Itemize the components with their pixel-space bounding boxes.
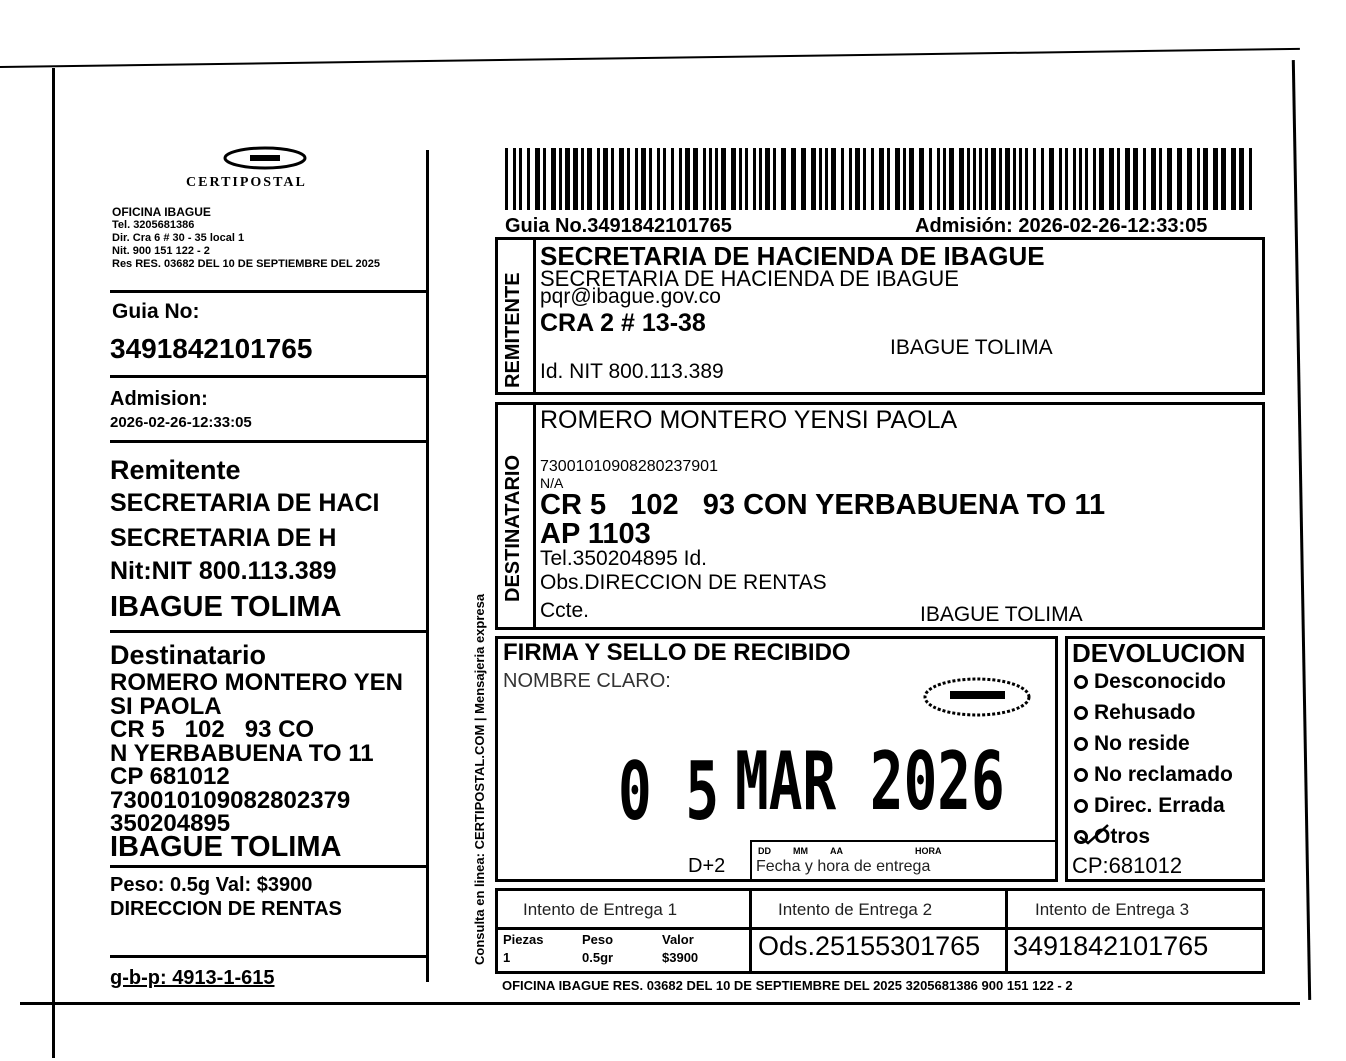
barcode-bar bbox=[825, 148, 828, 210]
stub-destinatario-line-8: IBAGUE TOLIMA bbox=[110, 830, 342, 863]
remitente-address: CRA 2 # 13-38 bbox=[540, 309, 706, 337]
destinatario-obs: Obs.DIRECCION DE RENTAS bbox=[540, 571, 827, 594]
devolucion-option-otros[interactable] bbox=[1074, 821, 1233, 852]
barcode-bar bbox=[721, 148, 726, 210]
barcode-bar bbox=[1109, 148, 1114, 210]
barcode-bar bbox=[773, 148, 776, 210]
barcode-bar bbox=[505, 148, 508, 210]
header-admision: Admisión: 2026-02-26-12:33:05 bbox=[915, 215, 1208, 237]
devolucion-option-label: Rehusado bbox=[1094, 700, 1196, 724]
stub-right-divider bbox=[426, 150, 429, 982]
destinatario-code: 73001010908280237901 bbox=[540, 458, 718, 475]
devolucion-option-label: Direc. Errada bbox=[1094, 793, 1225, 817]
barcode-bar bbox=[819, 148, 822, 210]
barcode-bar bbox=[649, 148, 652, 210]
attempts-col-2 bbox=[1005, 888, 1008, 974]
barcode-bar bbox=[1249, 148, 1252, 210]
receipt-d-plus: D+2 bbox=[688, 855, 726, 877]
barcode-bar bbox=[543, 148, 546, 210]
stub-remitente-line-3: Nit:NIT 800.113.389 bbox=[110, 557, 337, 585]
barcode-bar bbox=[999, 148, 1002, 210]
radio-icon bbox=[1074, 799, 1088, 813]
destinatario-na: N/A bbox=[540, 475, 564, 491]
stub-gbp: g-b-p: 4913-1-615 bbox=[110, 967, 275, 989]
remitente-side-label: REMITENTE bbox=[502, 272, 524, 388]
barcode-bar bbox=[581, 148, 584, 210]
barcode-bar bbox=[1197, 148, 1200, 210]
barcode-bar bbox=[559, 148, 562, 210]
barcode-bar bbox=[1203, 148, 1208, 210]
barcode-bar bbox=[1019, 148, 1022, 210]
barcode-bar bbox=[1167, 148, 1172, 210]
destinatario-divider bbox=[533, 402, 536, 630]
barcode-bar bbox=[903, 148, 906, 210]
destinatario-address-2: AP 1103 bbox=[540, 518, 651, 550]
barcode-bar bbox=[1079, 148, 1082, 210]
stub-destinatario-line-5: CP 681012 bbox=[110, 763, 230, 790]
barcode-bar bbox=[1005, 148, 1010, 210]
barcode-bar bbox=[1213, 148, 1218, 210]
stub-rule-1 bbox=[110, 290, 428, 293]
devolucion-options bbox=[1074, 666, 1233, 852]
receipt-nombre: NOMBRE CLARO: bbox=[503, 670, 671, 692]
radio-icon bbox=[1074, 706, 1088, 720]
stub-remitente-line-4: IBAGUE TOLIMA bbox=[110, 591, 342, 623]
stub-remitente-line-1: SECRETARIA DE HACI bbox=[110, 489, 380, 517]
barcode-bar bbox=[1025, 148, 1028, 210]
barcode-bar bbox=[745, 148, 748, 210]
barcode-bar bbox=[1099, 148, 1104, 210]
barcode-bar bbox=[937, 148, 940, 210]
barcode-bar bbox=[943, 148, 946, 210]
barcode-bar bbox=[611, 148, 614, 210]
barcode-bar bbox=[685, 148, 690, 210]
barcode-bar bbox=[703, 148, 706, 210]
radio-icon bbox=[1074, 768, 1088, 782]
office-dir: Dir. Cra 6 # 30 - 35 local 1 bbox=[112, 232, 245, 244]
stub-remitente-label: Remitente bbox=[110, 455, 241, 485]
barcode-bar bbox=[519, 148, 522, 210]
barcode-bar bbox=[1151, 148, 1156, 210]
barcode-bar bbox=[959, 148, 964, 210]
destinatario-ccte: Ccte. bbox=[540, 599, 590, 622]
certipostal-logo bbox=[180, 145, 350, 195]
barcode-bar bbox=[1117, 148, 1120, 210]
barcode-bar bbox=[671, 148, 674, 210]
summary-peso: 0.5gr bbox=[582, 950, 614, 965]
receipt-title: FIRMA Y SELLO DE RECIBIDO bbox=[503, 639, 851, 666]
attempts-mid-rule bbox=[495, 927, 1265, 930]
barcode-bar bbox=[919, 148, 924, 210]
destinatario-name: ROMERO MONTERO YENSI PAOLA bbox=[540, 406, 958, 434]
barcode-bar bbox=[1177, 148, 1182, 210]
barcode-bar bbox=[967, 148, 970, 210]
side-consult-text: Consulta en linea: CERTIPOSTAL.COM | Mensajeria expresa bbox=[472, 593, 487, 965]
barcode-bar bbox=[573, 148, 578, 210]
barcode-bar bbox=[863, 148, 866, 210]
frame-bottom-line bbox=[20, 1002, 1300, 1005]
attempt-1: Intento de Entrega 1 bbox=[523, 900, 678, 919]
barcode-bar bbox=[985, 148, 988, 210]
barcode-bar bbox=[1073, 148, 1076, 210]
frame-left-line bbox=[52, 68, 55, 1058]
frame-right-line bbox=[1292, 60, 1311, 1000]
devolucion-option-desconocido[interactable] bbox=[1074, 666, 1233, 697]
barcode-bar bbox=[929, 148, 932, 210]
office-tel: Tel. 3205681386 bbox=[112, 219, 195, 231]
barcode-bar bbox=[739, 148, 742, 210]
barcode-bar bbox=[709, 148, 712, 210]
devolucion-option-label: No reside bbox=[1094, 731, 1190, 755]
destinatario-side-label: DESTINATARIO bbox=[502, 454, 524, 602]
stub-rule-3 bbox=[110, 440, 428, 443]
office-res: Res RES. 03682 DEL 10 DE SEPTIEMBRE DEL 2025 bbox=[112, 258, 380, 270]
barcode-bar bbox=[1239, 148, 1244, 210]
barcode-bar bbox=[1231, 148, 1236, 210]
stub-destinatario-lines bbox=[110, 669, 403, 863]
stub-rule-5 bbox=[110, 865, 428, 868]
barcode-bar bbox=[597, 148, 600, 210]
stub-destinatario-line-2: SI PAOLA bbox=[110, 692, 222, 720]
barcode bbox=[505, 148, 1260, 210]
barcode-bar bbox=[991, 148, 996, 210]
barcode-bar bbox=[855, 148, 860, 210]
barcode-bar bbox=[1065, 148, 1068, 210]
barcode-bar bbox=[801, 148, 806, 210]
radio-icon bbox=[1074, 675, 1088, 689]
fecha-label: Fecha y hora de entrega bbox=[756, 858, 931, 875]
stub-rule-4 bbox=[110, 630, 428, 633]
stub-rule-2 bbox=[110, 375, 428, 378]
devolucion-option-no-reside[interactable] bbox=[1074, 728, 1233, 759]
barcode-bar bbox=[759, 148, 762, 210]
barcode-bar bbox=[635, 148, 638, 210]
barcode-bar bbox=[909, 148, 914, 210]
stub-destinatario-label: Destinatario bbox=[110, 640, 267, 670]
summary-piezas-label: Piezas bbox=[503, 932, 544, 947]
summary-valor-label: Valor bbox=[662, 932, 694, 947]
stub-obs: DIRECCION DE RENTAS bbox=[110, 898, 342, 920]
barcode-bar bbox=[1041, 148, 1044, 210]
summary-piezas: 1 bbox=[503, 950, 511, 965]
barcode-bar bbox=[715, 148, 718, 210]
devolucion-title: DEVOLUCION bbox=[1072, 638, 1246, 668]
barcode-bar bbox=[1133, 148, 1138, 210]
devolucion-option-direc-errada[interactable] bbox=[1074, 790, 1233, 821]
barcode-bar bbox=[565, 148, 570, 210]
barcode-bar bbox=[1093, 148, 1096, 210]
stub-destinatario-line-3: CR 5 102 93 CO bbox=[110, 716, 315, 743]
stub-guia-value: 3491842101765 bbox=[110, 333, 313, 364]
stamp-month-year: MAR 2026 bbox=[735, 735, 1005, 828]
barcode-bar bbox=[1187, 148, 1192, 210]
barcode-bar bbox=[1221, 148, 1226, 210]
barcode-bar bbox=[1125, 148, 1130, 210]
barcode-bar bbox=[527, 148, 530, 210]
barcode-bar bbox=[765, 148, 770, 210]
attempt-2: Intento de Entrega 2 bbox=[778, 900, 933, 919]
logo-text: CERTIPOSTAL bbox=[186, 175, 307, 190]
remitente-name: SECRETARIA DE HACIENDA DE IBAGUE bbox=[540, 241, 1045, 271]
barcode-bar bbox=[841, 148, 844, 210]
radio-icon bbox=[1074, 737, 1088, 751]
barcode-bar bbox=[831, 148, 836, 210]
barcode-bar bbox=[849, 148, 852, 210]
receipt-stamp-logo bbox=[915, 667, 1040, 727]
barcode-bar bbox=[657, 148, 660, 210]
office-name: OFICINA IBAGUE bbox=[112, 205, 211, 219]
stamp-day: 0 5 bbox=[618, 745, 720, 838]
remitente-name-2: SECRETARIA DE HACIENDA DE IBAGUE bbox=[540, 266, 959, 291]
destinatario-address-1: CR 5 102 93 CON YERBABUENA TO 11 bbox=[540, 489, 1106, 521]
barcode-bar bbox=[663, 148, 666, 210]
summary-ods: Ods.25155301765 bbox=[758, 931, 981, 961]
barcode-bar bbox=[979, 148, 982, 210]
barcode-bar bbox=[871, 148, 874, 210]
barcode-bar bbox=[949, 148, 954, 210]
barcode-bar bbox=[879, 148, 884, 210]
fecha-head-hora: HORA bbox=[915, 846, 942, 856]
stub-admision-value: 2026-02-26-12:33:05 bbox=[110, 414, 252, 431]
stub-destinatario-line-6: 730010109082802379 bbox=[110, 786, 351, 814]
remitente-email: pqr@ibague.gov.co bbox=[540, 285, 721, 308]
remitente-id: Id. NIT 800.113.389 bbox=[540, 360, 724, 383]
header-guia: Guia No.3491842101765 bbox=[505, 215, 732, 237]
barcode-bar bbox=[641, 148, 646, 210]
barcode-bar bbox=[1059, 148, 1062, 210]
barcode-bar bbox=[603, 148, 608, 210]
barcode-bar bbox=[731, 148, 736, 210]
check-mark-icon bbox=[1078, 823, 1110, 845]
devolucion-option-label: Desconocido bbox=[1094, 669, 1226, 693]
fecha-head-dd: DD bbox=[758, 846, 771, 856]
barcode-bar bbox=[1013, 148, 1016, 210]
stub-admision-label: Admision: bbox=[110, 388, 208, 410]
barcode-bar bbox=[619, 148, 624, 210]
barcode-bar bbox=[791, 148, 796, 210]
attempt-3: Intento de Entrega 3 bbox=[1035, 900, 1190, 919]
destinatario-tel: Tel.350204895 Id. bbox=[540, 547, 707, 570]
fecha-head-aa: AA bbox=[830, 846, 843, 856]
barcode-bar bbox=[895, 148, 900, 210]
office-nit: Nit. 900 151 122 - 2 bbox=[112, 245, 210, 257]
barcode-bar bbox=[1159, 148, 1162, 210]
barcode-bar bbox=[1049, 148, 1054, 210]
attempts-col-1 bbox=[749, 888, 752, 974]
barcode-bar bbox=[781, 148, 786, 210]
stub-destinatario-line-1: ROMERO MONTERO YEN bbox=[110, 669, 403, 696]
barcode-bar bbox=[1033, 148, 1036, 210]
stub-peso-val: Peso: 0.5g Val: $3900 bbox=[110, 874, 313, 896]
stub-destinatario-line-4: N YERBABUENA TO 11 bbox=[110, 739, 374, 767]
devolucion-option-no-reclamado[interactable] bbox=[1074, 759, 1233, 790]
barcode-bar bbox=[753, 148, 756, 210]
stub-rule-6 bbox=[110, 955, 428, 958]
frame-top-line bbox=[0, 48, 1300, 68]
fecha-head-mm: MM bbox=[793, 846, 808, 856]
barcode-bar bbox=[811, 148, 816, 210]
devolucion-cp: CP:681012 bbox=[1072, 853, 1183, 878]
stub-guia-label: Guia No: bbox=[112, 300, 200, 323]
stub-destinatario-line-7: 350204895 bbox=[110, 810, 231, 837]
barcode-bar bbox=[679, 148, 682, 210]
barcode-bar bbox=[513, 148, 516, 210]
destinatario-city: IBAGUE TOLIMA bbox=[920, 603, 1083, 626]
footer-text: OFICINA IBAGUE RES. 03682 DEL 10 DE SEPTIEMBRE DEL 2025 3205681386 900 151 122 - 2 bbox=[502, 978, 1073, 993]
barcode-bar bbox=[535, 148, 540, 210]
barcode-bar bbox=[551, 148, 556, 210]
barcode-bar bbox=[973, 148, 976, 210]
office-info bbox=[112, 206, 380, 271]
devolucion-option-label: No reclamado bbox=[1094, 762, 1233, 786]
barcode-bar bbox=[1085, 148, 1088, 210]
devolucion-option-rehusado[interactable] bbox=[1074, 697, 1233, 728]
stub-remitente-line-2: SECRETARIA DE H bbox=[110, 524, 337, 552]
remitente-divider bbox=[533, 237, 536, 395]
barcode-bar bbox=[587, 148, 592, 210]
summary-valor: $3900 bbox=[662, 950, 699, 965]
barcode-bar bbox=[627, 148, 630, 210]
barcode-bar bbox=[887, 148, 890, 210]
barcode-bar bbox=[1143, 148, 1146, 210]
summary-guia: 3491842101765 bbox=[1013, 931, 1209, 961]
barcode-bar bbox=[693, 148, 698, 210]
devolucion-option-label: Otros bbox=[1094, 824, 1151, 848]
remitente-city: IBAGUE TOLIMA bbox=[890, 336, 1053, 359]
summary-peso-label: Peso bbox=[582, 932, 614, 947]
